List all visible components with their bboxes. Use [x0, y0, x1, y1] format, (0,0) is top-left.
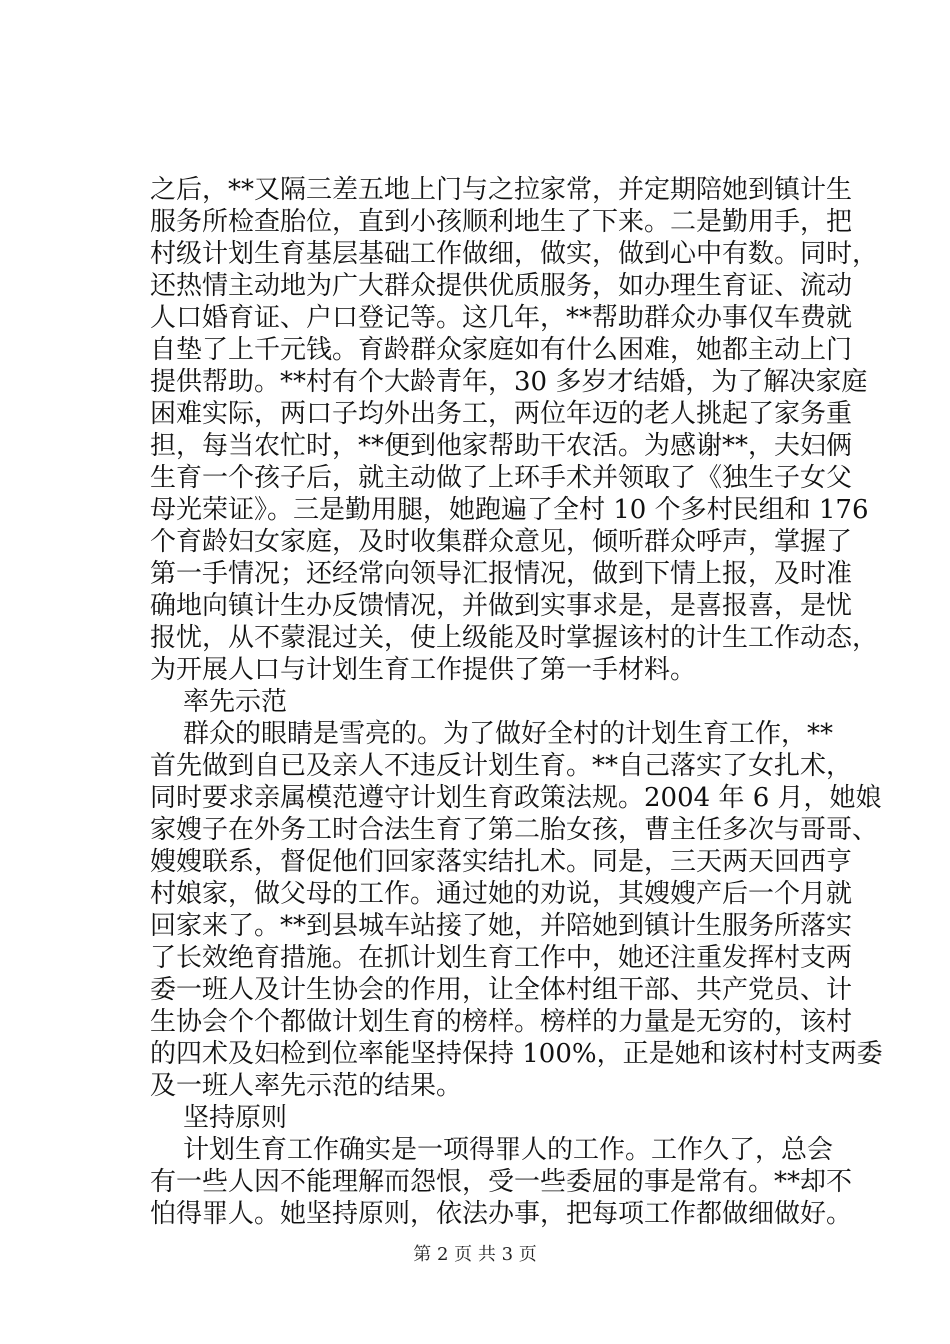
text-line: 委一班人及计生协会的作用，让全体村组干部、共产党员、计: [150, 975, 853, 1005]
text-line: 生协会个个都做计划生育的榜样。榜样的力量是无穷的，该村: [150, 1007, 853, 1037]
text-line: 之后，**又隔三差五地上门与之拉家常，并定期陪她到镇计生: [150, 175, 853, 205]
text-line: 人口婚育证、户口登记等。这几年，**帮助群众办事仅车费就: [150, 303, 853, 333]
page-footer: 第 2 页 共 3 页: [413, 1244, 537, 1265]
text-line: 确地向镇计生办反馈情况，并做到实事求是，是喜报喜，是忧: [150, 591, 853, 621]
section-heading: 坚持原则: [183, 1103, 288, 1133]
text-line: 报忧，从不蒙混过关，使上级能及时掌握该村的计生工作动态，: [150, 623, 879, 653]
text-line: 提供帮助。**村有个大龄青年，30 多岁才结婚，为了解决家庭: [150, 367, 868, 397]
text-line: 首先做到自已及亲人不违反计划生育。**自己落实了女扎术，: [150, 751, 853, 781]
text-line: 回家来了。**到县城车站接了她，并陪她到镇计生服务所落实: [150, 911, 853, 941]
text-line: 及一班人率先示范的结果。: [150, 1071, 463, 1101]
text-line: 困难实际，两口子均外出务工，两位年迈的老人挑起了家务重: [150, 399, 853, 429]
text-line: 还热情主动地为广大群众提供优质服务，如办理生育证、流动: [150, 271, 853, 301]
text-line: 生育一个孩子后，就主动做了上环手术并领取了《独生子女父: [150, 463, 853, 493]
text-line: 母光荣证》。三是勤用腿，她跑遍了全村 10 个多村民组和 176: [150, 495, 869, 525]
text-line: 服务所检查胎位，直到小孩顺利地生了下来。二是勤用手，把: [150, 207, 853, 237]
text-line: 有一些人因不能理解而怨恨，受一些委屈的事是常有。**却不: [150, 1167, 853, 1197]
text-line: 嫂嫂联系，督促他们回家落实结扎术。同是，三天两天回西亨: [150, 847, 853, 877]
text-line: 同时要求亲属模范遵守计划生育政策法规。2004 年 6 月，她娘: [150, 783, 882, 813]
text-line: 第一手情况；还经常向领导汇报情况，做到下情上报，及时准: [150, 559, 853, 589]
text-line: 怕得罪人。她坚持原则，依法办事，把每项工作都做细做好。: [150, 1199, 853, 1229]
text-line: 村级计划生育基层基础工作做细，做实，做到心中有数。同时，: [150, 239, 879, 269]
text-line: 群众的眼睛是雪亮的。为了做好全村的计划生育工作，**: [183, 719, 834, 749]
text-line: 自垫了上千元钱。育龄群众家庭如有什么困难，她都主动上门: [150, 335, 853, 365]
section-heading: 率先示范: [183, 687, 288, 717]
text-line: 了长效绝育措施。在抓计划生育工作中，她还注重发挥村支两: [150, 943, 853, 973]
text-line: 家嫂子在外务工时合法生育了第二胎女孩，曹主任多次与哥哥、: [150, 815, 879, 845]
text-line: 为开展人口与计划生育工作提供了第一手材料。: [150, 655, 697, 685]
text-line: 计划生育工作确实是一项得罪人的工作。工作久了，总会: [183, 1135, 834, 1165]
text-line: 担，每当农忙时，**便到他家帮助干农活。为感谢**，夫妇俩: [150, 431, 853, 461]
text-line: 的四术及妇检到位率能坚持保持 100%，正是她和该村村支两委: [150, 1039, 883, 1069]
text-line: 村娘家，做父母的工作。通过她的劝说，其嫂嫂产后一个月就: [150, 879, 853, 909]
text-line: 个育龄妇女家庭，及时收集群众意见，倾听群众呼声，掌握了: [150, 527, 853, 557]
